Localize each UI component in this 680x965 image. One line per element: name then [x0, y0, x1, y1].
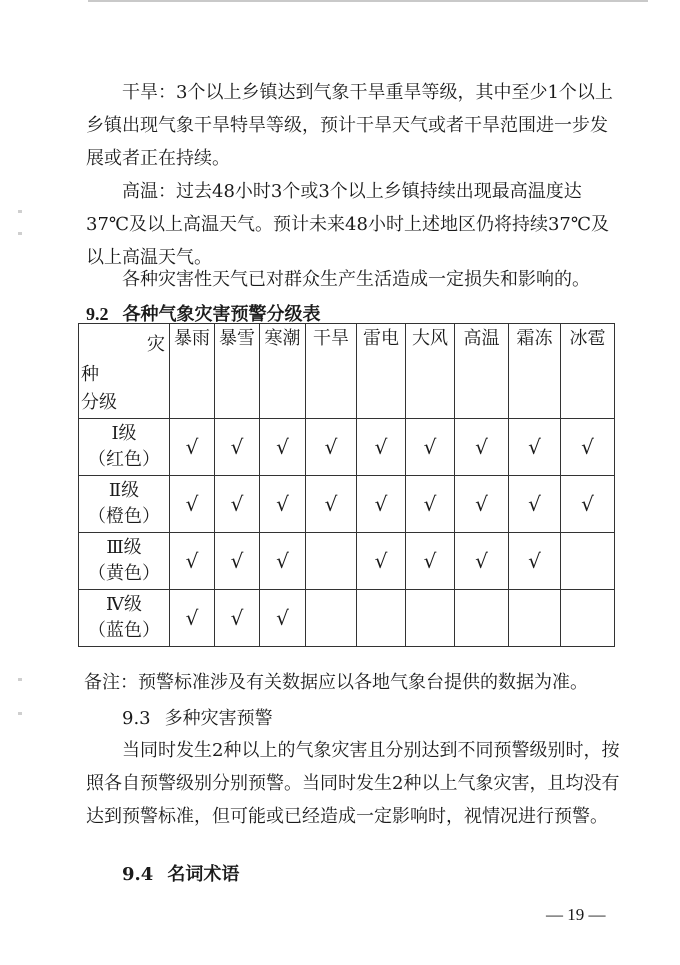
check-cell: √	[215, 590, 260, 647]
level-color-label: （橙色）	[88, 506, 160, 527]
section-number: 9.2	[86, 304, 109, 324]
column-header: 寒潮	[260, 324, 306, 419]
check-cell: √	[357, 419, 406, 476]
check-cell: √	[406, 533, 455, 590]
corner-label-bottom: 分级	[81, 392, 117, 413]
check-cell: √	[170, 476, 215, 533]
scan-mark	[18, 712, 22, 715]
level-cell	[79, 476, 170, 533]
column-header: 干旱	[306, 324, 357, 419]
check-cell: √	[170, 419, 215, 476]
table-row	[79, 533, 615, 590]
level-cell	[79, 533, 170, 590]
column-header: 高温	[455, 324, 509, 419]
check-cell: √	[170, 590, 215, 647]
check-cell: √	[561, 476, 615, 533]
top-border-line	[88, 0, 648, 2]
warning-level-table	[78, 323, 615, 647]
check-cell: √	[260, 476, 306, 533]
check-cell: √	[455, 419, 509, 476]
level-label: Ⅳ级	[106, 594, 142, 615]
empty-cell	[357, 590, 406, 647]
check-cell: √	[455, 476, 509, 533]
check-cell: √	[306, 419, 357, 476]
table-row	[79, 476, 615, 533]
paragraph-multi-hazard: 当同时发生2种以上的气象灾害且分别达到不同预警级别时，按照各自预警级别分别预警。当同时发生2种以上气象灾害，且均没有达到预警标准，但可能或已经造成一定影响时，视情况进行预警。	[86, 740, 620, 827]
scan-mark	[18, 232, 22, 235]
check-cell: √	[406, 419, 455, 476]
column-header: 暴雪	[215, 324, 260, 419]
check-cell: √	[455, 533, 509, 590]
section-title: 多种灾害预警	[164, 708, 273, 729]
level-label: Ⅱ级	[108, 480, 140, 501]
empty-cell	[509, 590, 561, 647]
level-cell	[79, 419, 170, 476]
section-number: 9.4	[122, 864, 154, 885]
check-cell: √	[260, 590, 306, 647]
column-header: 冰雹	[561, 324, 615, 419]
page-number: — 19 —	[546, 905, 606, 924]
table-corner-cell	[79, 324, 170, 419]
scan-mark	[18, 678, 22, 681]
section-title: 各种气象灾害预警分级表	[122, 304, 321, 325]
section-heading-9-3	[122, 704, 273, 730]
level-cell	[79, 590, 170, 647]
section-number: 9.3	[122, 708, 151, 729]
check-cell: √	[509, 533, 561, 590]
table-note: 备注：预警标准涉及有关数据应以各地气象台提供的数据为准。	[84, 672, 588, 693]
paragraph-impact: 各种灾害性天气已对群众生产生活造成一定损失和影响的。	[122, 269, 590, 290]
level-color-label: （蓝色）	[88, 620, 160, 641]
check-cell: √	[357, 533, 406, 590]
table-row	[79, 419, 615, 476]
table-header-row	[79, 324, 615, 419]
table-row	[79, 590, 615, 647]
check-cell: √	[561, 419, 615, 476]
empty-cell	[561, 590, 615, 647]
section-heading-9-4	[122, 860, 239, 886]
check-cell: √	[260, 533, 306, 590]
check-cell: √	[215, 533, 260, 590]
check-cell: √	[170, 533, 215, 590]
corner-label-top: 灾	[147, 334, 165, 355]
check-cell: √	[509, 419, 561, 476]
empty-cell	[306, 590, 357, 647]
column-header: 大风	[406, 324, 455, 419]
scan-mark	[18, 210, 22, 213]
column-header: 雷电	[357, 324, 406, 419]
empty-cell	[406, 590, 455, 647]
empty-cell	[455, 590, 509, 647]
paragraph-heat: 高温：过去48小时3个或3个以上乡镇持续出现最高温度达37℃及以上高温天气。预计未来48小时上述地区仍将持续37℃及以上高温天气。	[86, 181, 609, 268]
check-cell: √	[215, 419, 260, 476]
check-cell: √	[509, 476, 561, 533]
level-label: Ⅰ级	[111, 423, 137, 444]
level-color-label: （黄色）	[88, 563, 160, 584]
empty-cell	[306, 533, 357, 590]
check-cell: √	[260, 419, 306, 476]
empty-cell	[561, 533, 615, 590]
check-cell: √	[357, 476, 406, 533]
column-header: 暴雨	[170, 324, 215, 419]
check-cell: √	[406, 476, 455, 533]
check-cell: √	[215, 476, 260, 533]
paragraph-drought: 干旱：3个以上乡镇达到气象干旱重旱等级，其中至少1个以上乡镇出现气象干旱特旱等级，预计干旱天气或者干旱范围进一步发展或者正在持续。	[86, 82, 613, 169]
level-color-label: （红色）	[88, 449, 160, 470]
section-title: 名词术语	[167, 864, 240, 885]
corner-label-middle: 种	[81, 364, 99, 385]
column-header: 霜冻	[509, 324, 561, 419]
level-label: Ⅲ级	[106, 537, 142, 558]
check-cell: √	[306, 476, 357, 533]
